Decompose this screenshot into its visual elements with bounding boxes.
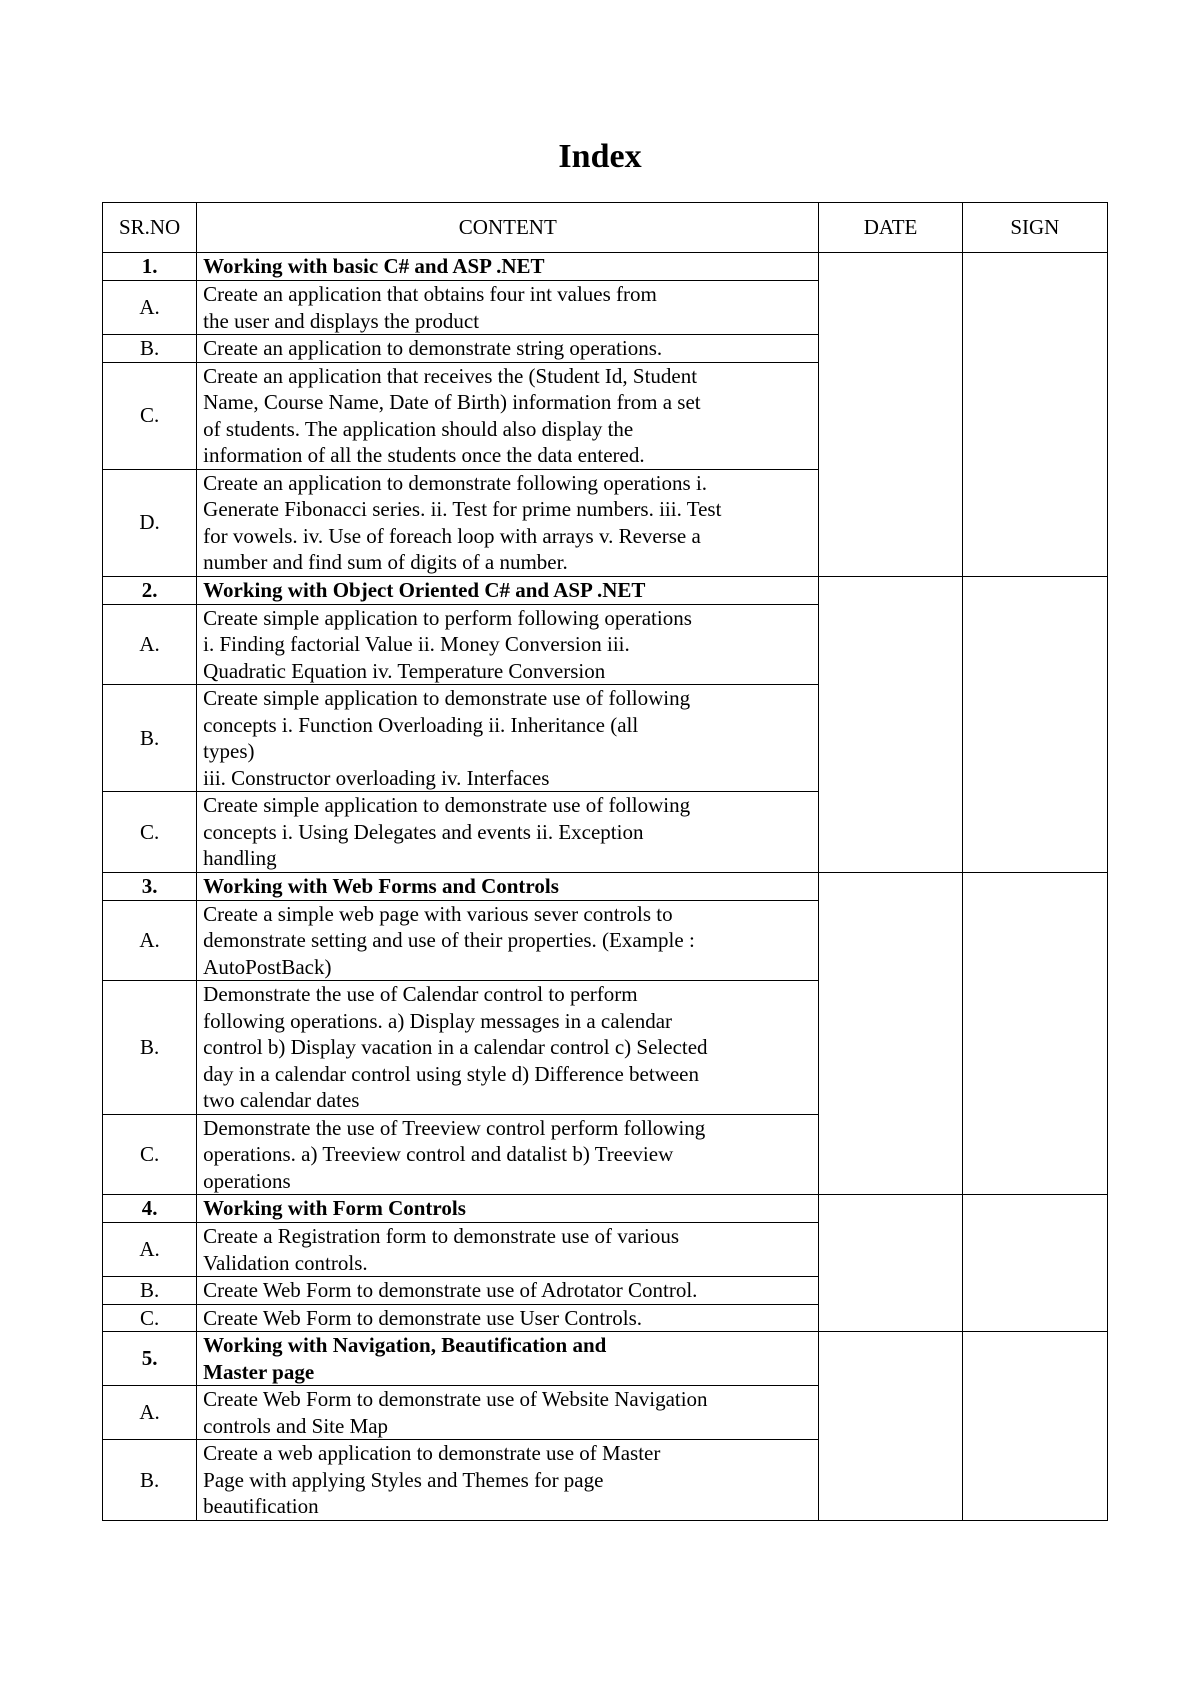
item-content-line: operations. a) Treeview control and datalist b) Treeview <box>203 1142 674 1166</box>
item-content-line: Create an application that receives the (Student Id, Student <box>203 363 698 388</box>
section-row <box>103 576 1108 604</box>
item-content <box>197 1386 819 1440</box>
section-title <box>197 1332 819 1386</box>
page-title: Index <box>558 138 642 175</box>
item-letter: C. <box>103 1114 197 1195</box>
item-content <box>197 900 819 981</box>
item-content <box>197 604 819 685</box>
section-number: 4. <box>103 1195 197 1223</box>
sign-cell <box>962 1332 1107 1521</box>
item-content-line: Create Web Form to demonstrate use of Website Navigation <box>203 1387 708 1411</box>
item-letter: C. <box>103 1304 197 1332</box>
item-content-line: types) <box>203 739 255 763</box>
item-content <box>197 792 819 873</box>
item-letter: B. <box>103 685 197 792</box>
section-title: Working with basic C# and ASP .NET <box>197 253 819 281</box>
item-letter: A. <box>103 1223 197 1277</box>
item-content-line: Create an application to demonstrate string operations. <box>203 336 663 360</box>
item-content-line: Page with applying Styles and Themes for page <box>203 1467 604 1492</box>
header-sr-no: SR.NO <box>103 203 197 253</box>
item-content-line: Quadratic Equation iv. Temperature Conversion <box>203 658 606 683</box>
date-cell <box>819 872 962 1195</box>
item-content-line: of students. The application should also display the <box>203 416 634 441</box>
item-letter: A. <box>103 1386 197 1440</box>
section-number: 2. <box>103 576 197 604</box>
item-content <box>197 685 819 792</box>
item-content <box>197 981 819 1115</box>
item-content-line: day in a calendar control using style d) Difference between <box>203 1061 699 1086</box>
item-content-line: two calendar dates <box>203 1088 360 1112</box>
item-content-line: i. Finding factorial Value ii. Money Conversion iii. <box>203 632 630 656</box>
item-content <box>197 1223 819 1277</box>
item-content-line: Create a Registration form to demonstrate use of various <box>203 1224 680 1248</box>
item-content-line: for vowels. iv. Use of foreach loop with arrays v. Reverse a <box>203 523 701 548</box>
item-content-line: Demonstrate the use of Treeview control perform following <box>203 1115 706 1140</box>
item-content <box>197 362 819 469</box>
item-letter: B. <box>103 335 197 363</box>
item-content-line: Validation controls. <box>203 1250 368 1275</box>
item-content-line: information of all the students once the data entered. <box>203 443 645 467</box>
item-content-line: controls and Site Map <box>203 1413 389 1438</box>
item-content <box>197 335 819 363</box>
item-content-line: Create a simple web page with various sever controls to <box>203 901 673 926</box>
section-row <box>103 872 1108 900</box>
sign-cell <box>962 1195 1107 1332</box>
section-title: Working with Object Oriented C# and ASP .NET <box>197 576 819 604</box>
item-letter: A. <box>103 281 197 335</box>
item-content-line: operations <box>203 1168 291 1193</box>
item-content-line: Create a web application to demonstrate use of Master <box>203 1441 661 1465</box>
item-letter: A. <box>103 900 197 981</box>
section-row <box>103 253 1108 281</box>
date-cell <box>819 1195 962 1332</box>
item-content <box>197 1114 819 1195</box>
item-content <box>197 281 819 335</box>
item-content-line: following operations. a) Display messages in a calendar <box>203 1008 673 1033</box>
item-content-line: beautification <box>203 1494 319 1518</box>
item-content <box>197 469 819 576</box>
item-content-line: Create simple application to demonstrate use of following <box>203 686 691 710</box>
item-content-line: iii. Constructor overloading iv. Interfaces <box>203 765 550 790</box>
index-table <box>102 202 1108 1521</box>
item-content-line: control b) Display vacation in a calendar control c) Selected <box>203 1035 708 1059</box>
item-content-line: Generate Fibonacci series. ii. Test for prime numbers. iii. Test <box>203 497 722 521</box>
date-cell <box>819 1332 962 1521</box>
item-content-line: AutoPostBack) <box>203 954 332 979</box>
item-content <box>197 1440 819 1521</box>
item-content-line: Create simple application to demonstrate use of following <box>203 793 691 817</box>
date-cell <box>819 576 962 872</box>
item-content-line: Create an application to demonstrate following operations i. <box>203 470 708 495</box>
item-content-line: number and find sum of digits of a number. <box>203 550 568 574</box>
item-content-line: Create simple application to perform following operations <box>203 605 692 630</box>
item-content-line: Create an application that obtains four int values from <box>203 282 657 306</box>
date-cell <box>819 253 962 577</box>
header-date: DATE <box>819 203 962 253</box>
header-row <box>103 203 1108 253</box>
item-letter: B. <box>103 1440 197 1521</box>
item-content-line: concepts i. Using Delegates and events ii. Exception <box>203 819 644 844</box>
sign-cell <box>962 872 1107 1195</box>
header-content: CONTENT <box>197 203 819 253</box>
section-title: Working with Web Forms and Controls <box>197 872 819 900</box>
section-title-line: Master page <box>203 1359 315 1384</box>
item-letter: C. <box>103 792 197 873</box>
item-letter: B. <box>103 981 197 1115</box>
item-letter: C. <box>103 362 197 469</box>
item-content-line: handling <box>203 846 277 870</box>
item-letter: B. <box>103 1277 197 1305</box>
item-letter: A. <box>103 604 197 685</box>
item-letter: D. <box>103 469 197 576</box>
item-content <box>197 1277 819 1305</box>
item-content-line: concepts i. Function Overloading ii. Inheritance (all <box>203 712 639 737</box>
item-content <box>197 1304 819 1332</box>
section-number: 1. <box>103 253 197 281</box>
sign-cell <box>962 576 1107 872</box>
section-title: Working with Form Controls <box>197 1195 819 1223</box>
section-number: 3. <box>103 872 197 900</box>
table-body <box>103 253 1108 1521</box>
header-sign: SIGN <box>962 203 1107 253</box>
item-content-line: Name, Course Name, Date of Birth) information from a set <box>203 390 701 414</box>
section-title-line: Working with Navigation, Beautification and <box>203 1333 607 1357</box>
item-content-line: Create Web Form to demonstrate use of Adrotator Control. <box>203 1278 698 1302</box>
section-row <box>103 1332 1108 1386</box>
item-content-line: Create Web Form to demonstrate use User Controls. <box>203 1305 643 1330</box>
item-content-line: demonstrate setting and use of their properties. (Example : <box>203 928 695 952</box>
item-content-line: Demonstrate the use of Calendar control to perform <box>203 982 638 1006</box>
item-content-line: the user and displays the product <box>203 308 480 333</box>
sign-cell <box>962 253 1107 577</box>
section-number: 5. <box>103 1332 197 1386</box>
section-row <box>103 1195 1108 1223</box>
